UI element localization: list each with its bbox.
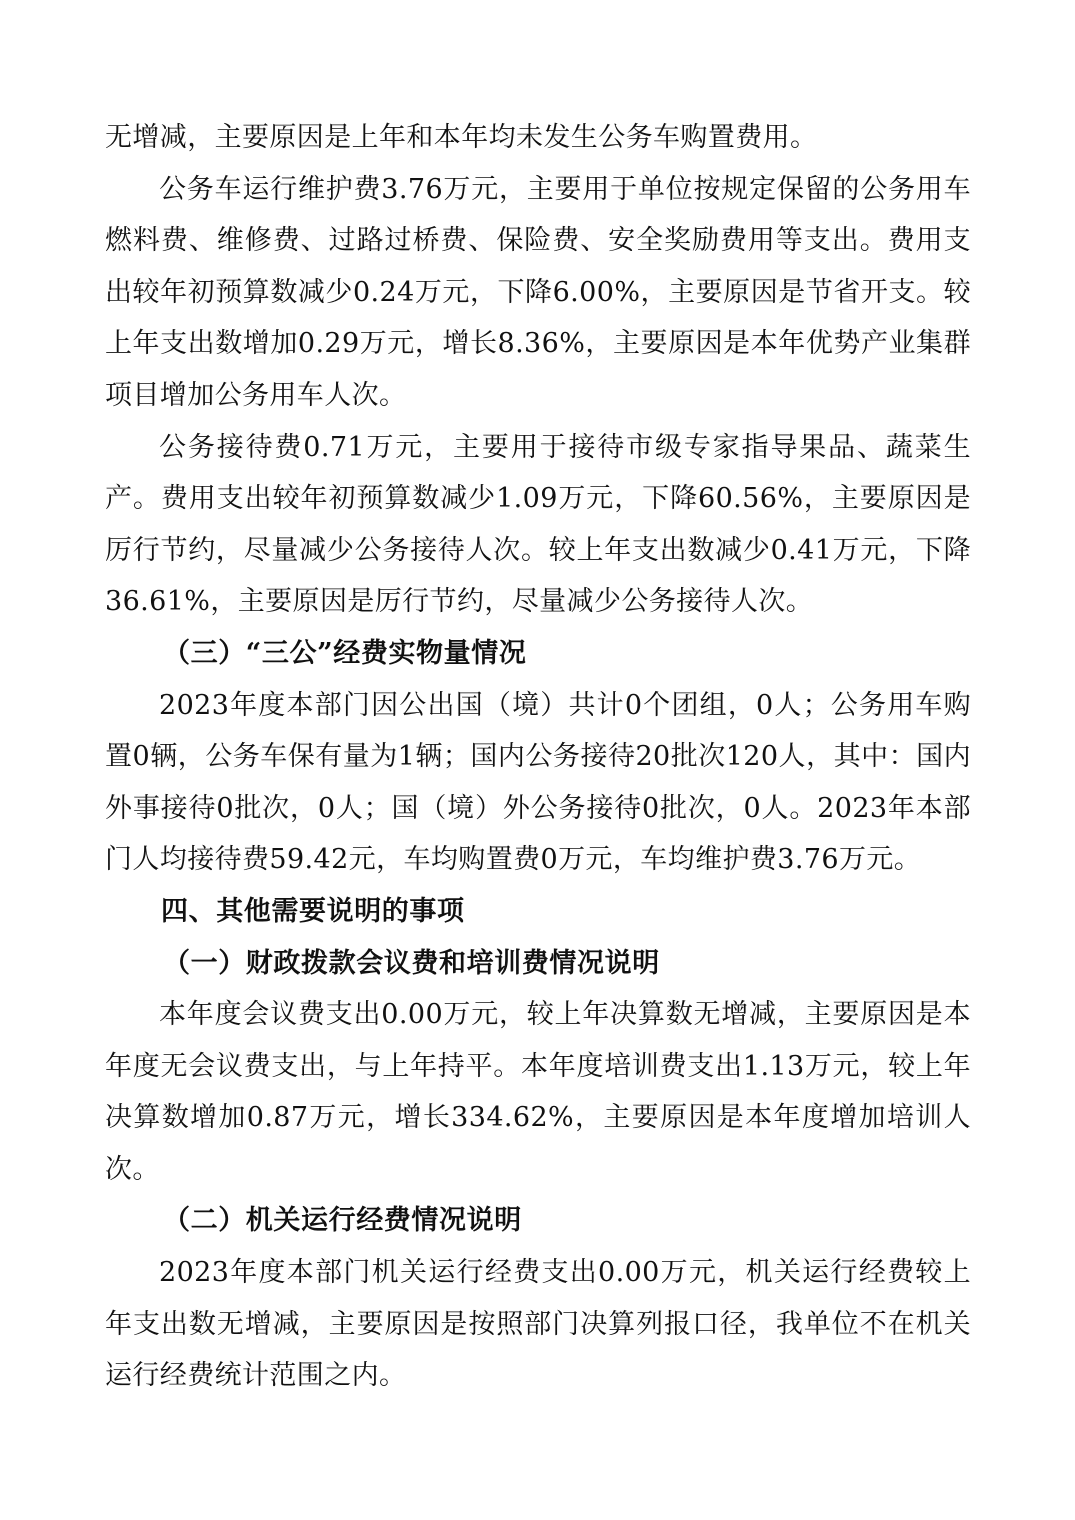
paragraph-operating-expenses: 2023年度本部门机关运行经费支出0.00万元，机关运行经费较上年支出数无增减，主要原因是按照部门决算列报口径，我单位不在机关运行经费统计范围之内。: [105, 1257, 971, 1392]
paragraph-meeting-training-fees: 本年度会议费支出0.00万元，较上年决算数无增减，主要原因是本年度无会议费支出，与上年持平。本年度培训费支出1.13万元，较上年决算数增加0.87万元，增长334.62%，主要原因是本年度增加培训人次。: [105, 999, 971, 1185]
paragraph-vehicle-purchase-continued: 无增减，主要原因是上年和本年均未发生公务车购置费用。: [105, 122, 818, 153]
heading-meeting-training-fees: （一）财政拨款会议费和培训费情况说明: [163, 947, 660, 979]
paragraph-vehicle-maintenance: 公务车运行维护费3.76万元，主要用于单位按规定保留的公务用车燃料费、维修费、过路过桥费、保险费、安全奖励费用等支出。费用支出较年初预算数减少0.24万元，下降6.00%，主要原因是节省开支。较上年支出数增加0.29万元，增长8.36%，主要原因是本年优势产业集群项目增加公务用车人次。: [105, 173, 971, 411]
paragraph-three-public-quantities: 2023年度本部门因公出国（境）共计0个团组，0人；公务用车购置0辆，公务车保有量为1辆；国内公务接待20批次120人，其中：国内外事接待0批次，0人；国（境）外公务接待0批次，0人。2023年本部门人均接待费59.42元，车均购置费0万元，车均维护费3.76万元。: [105, 689, 971, 876]
paragraph-official-reception: 公务接待费0.71万元，主要用于接待市级专家指导果品、蔬菜生产。费用支出较年初预算数减少1.09万元，下降60.56%，主要原因是厉行节约，尽量减少公务接待人次。较上年支出数减少0.41万元，下降36.61%，主要原因是厉行节约，尽量减少公务接待人次。: [105, 431, 971, 618]
heading-operating-expenses: （二）机关运行经费情况说明: [163, 1205, 522, 1237]
heading-other-matters: 四、其他需要说明的事项: [161, 895, 465, 927]
heading-three-public-quantities: （三）“三公”经费实物量情况: [163, 637, 527, 669]
